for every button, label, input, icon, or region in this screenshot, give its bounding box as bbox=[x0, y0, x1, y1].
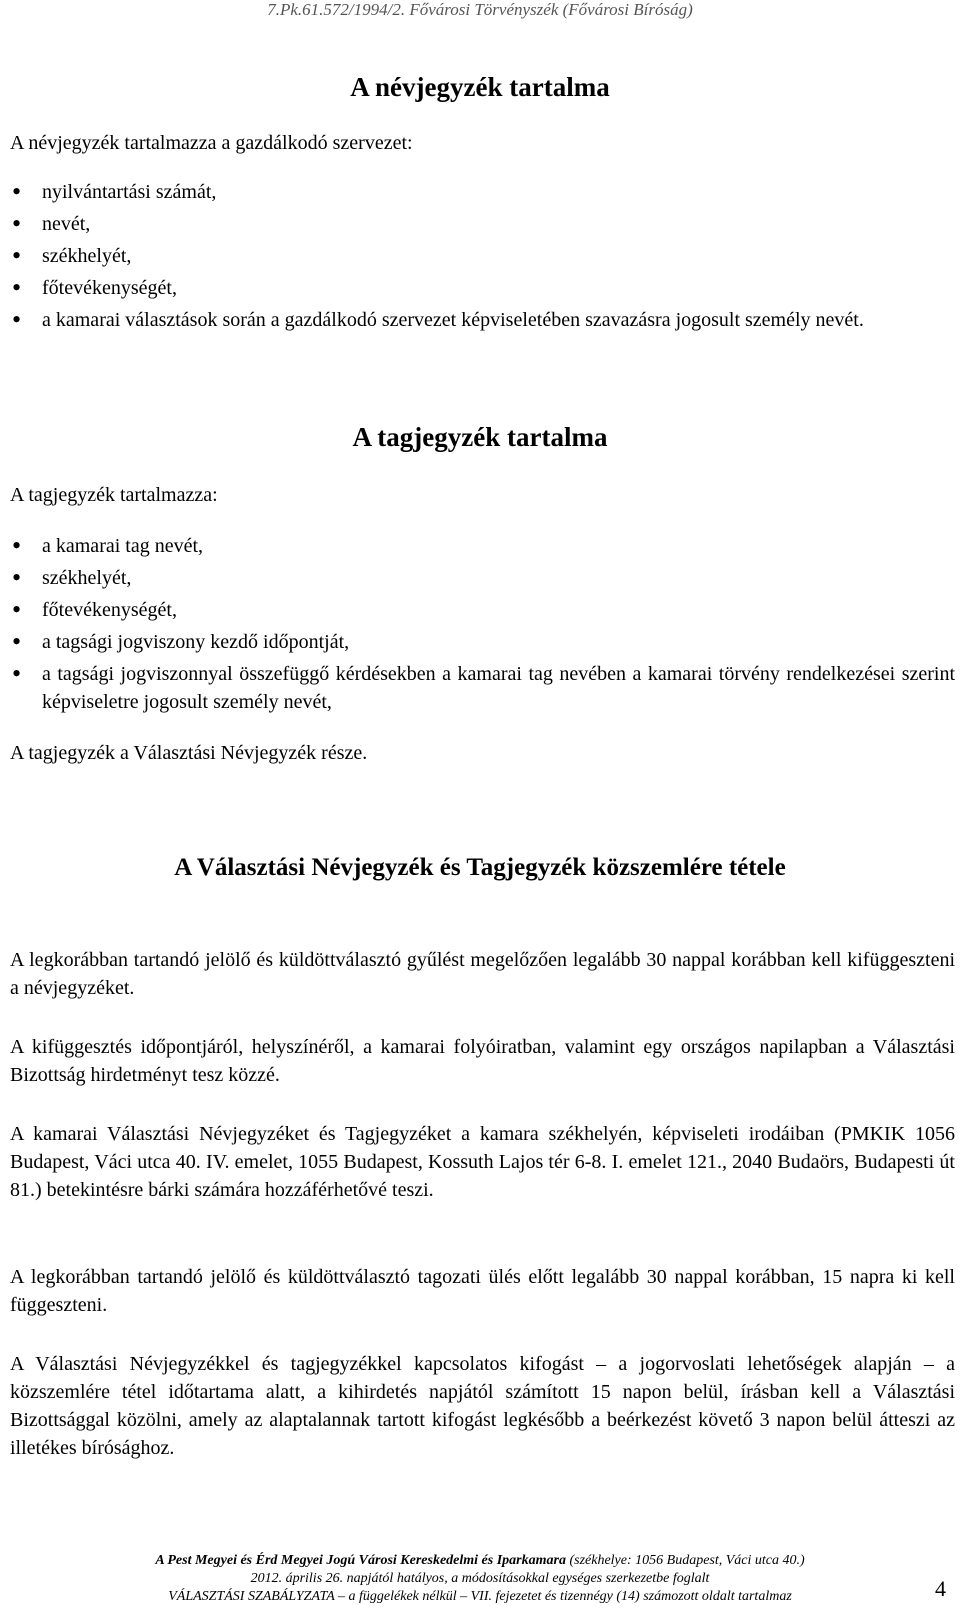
list-item: • a kamarai tag nevét, bbox=[0, 532, 955, 560]
paragraph: A Választási Névjegyzékkel és tagjegyzékkel kapcsolatos kifogást – a jogorvoslati lehetőségek alapján – a közszemlére tétel időtartama alatt, a kihirdetés napjától számított 15 napon belül, írásban kell a Választási Bizottsággal közölni, amely az alaptalannak tartott kifogást legkésőbb a beérkezést követő 3 napon belül átteszi az illetékes bírósághoz. bbox=[10, 1353, 955, 1459]
list-item: • székhelyét, bbox=[0, 242, 955, 270]
list-item: • székhelyét, bbox=[0, 564, 955, 592]
paragraph: A kamarai Választási Névjegyzéket és Tagjegyzéket a kamara székhelyén, képviseleti irodáiban (PMKIK 1056 Budapest, Váci utca 40. IV. emelet, 1055 Budapest, Kossuth Lajos tér 6-8. I. emelet 121., 2040 Budaörs, Budapesti út 81.) betekintésre bárki számára hozzáférhetővé teszi. bbox=[10, 1123, 955, 1201]
page-number: 4 bbox=[935, 1576, 946, 1601]
closing-sentence: A tagjegyzék a Választási Névjegyzék része. bbox=[10, 742, 368, 764]
list-item: • főtevékenységét, bbox=[0, 274, 955, 302]
footer-seat: (székhelye: 1056 Budapest, Váci utca 40.) bbox=[565, 1553, 805, 1568]
list-item: • főtevékenységét, bbox=[0, 596, 955, 624]
list-item: • a tagsági jogviszony kezdő időpontját, bbox=[0, 628, 955, 656]
footer-effective: 2012. április 26. napjától hatályos, a módosításokkal egységes szerkezetbe foglalt bbox=[250, 1571, 710, 1586]
paragraph: A kifüggesztés időpontjáról, helyszínéről, a kamarai folyóiratban, valamint egy országos napilapban a Választási Bizottság hirdetményt tesz közzé. bbox=[10, 1036, 955, 1086]
bullet-list-tagjegyzek bbox=[0, 532, 955, 720]
list-item: • nevét, bbox=[0, 210, 955, 238]
section-lead: A tagjegyzék tartalmazza: bbox=[10, 484, 218, 506]
footer-org: A Pest Megyei és Érd Megyei Jogú Városi Kereskedelmi és Iparkamara bbox=[155, 1553, 566, 1568]
bullet-list-nevjegyzek bbox=[0, 178, 955, 338]
footer-line-1 bbox=[0, 1552, 960, 1570]
list-item: • a kamarai választások során a gazdálkodó szervezet képviseletében szavazásra jogosult személy nevét. bbox=[0, 306, 955, 334]
case-reference: 7.Pk.61.572/1994/2. Fővárosi Törvényszék (Fővárosi Bíróság) bbox=[267, 0, 693, 19]
page-footer bbox=[0, 1552, 960, 1606]
paragraph: A legkorábban tartandó jelölő és küldöttválasztó tagozati ülés előtt legalább 30 nappal korábban, 15 napra ki kell függeszteni. bbox=[10, 1266, 955, 1316]
section-title-kozszemle: A Választási Névjegyzék és Tagjegyzék közszemlére tétele bbox=[174, 854, 786, 881]
list-item: • nyilvántartási számát, bbox=[0, 178, 955, 206]
section-title-nevjegyzek: A névjegyzék tartalma bbox=[350, 72, 610, 102]
paragraph: A legkorábban tartandó jelölő és küldöttválasztó gyűlést megelőzően legalább 30 nappal korábban kell kifüggeszteni a névjegyzéket. bbox=[10, 949, 955, 999]
footer-rules: VÁLASZTÁSI SZABÁLYZATA – a függelékek nélkül – VII. fejezetet és tizennégy (14) számozott oldalt tartalmaz bbox=[168, 1589, 792, 1604]
section-lead: A névjegyzék tartalmazza a gazdálkodó szervezet: bbox=[10, 132, 413, 154]
section-title-tagjegyzek: A tagjegyzék tartalma bbox=[352, 422, 608, 452]
list-item: • a tagsági jogviszonnyal összefüggő kérdésekben a kamarai tag nevében a kamarai törvény rendelkezései szerint képviseletre jogosult személy nevét, bbox=[0, 660, 955, 716]
